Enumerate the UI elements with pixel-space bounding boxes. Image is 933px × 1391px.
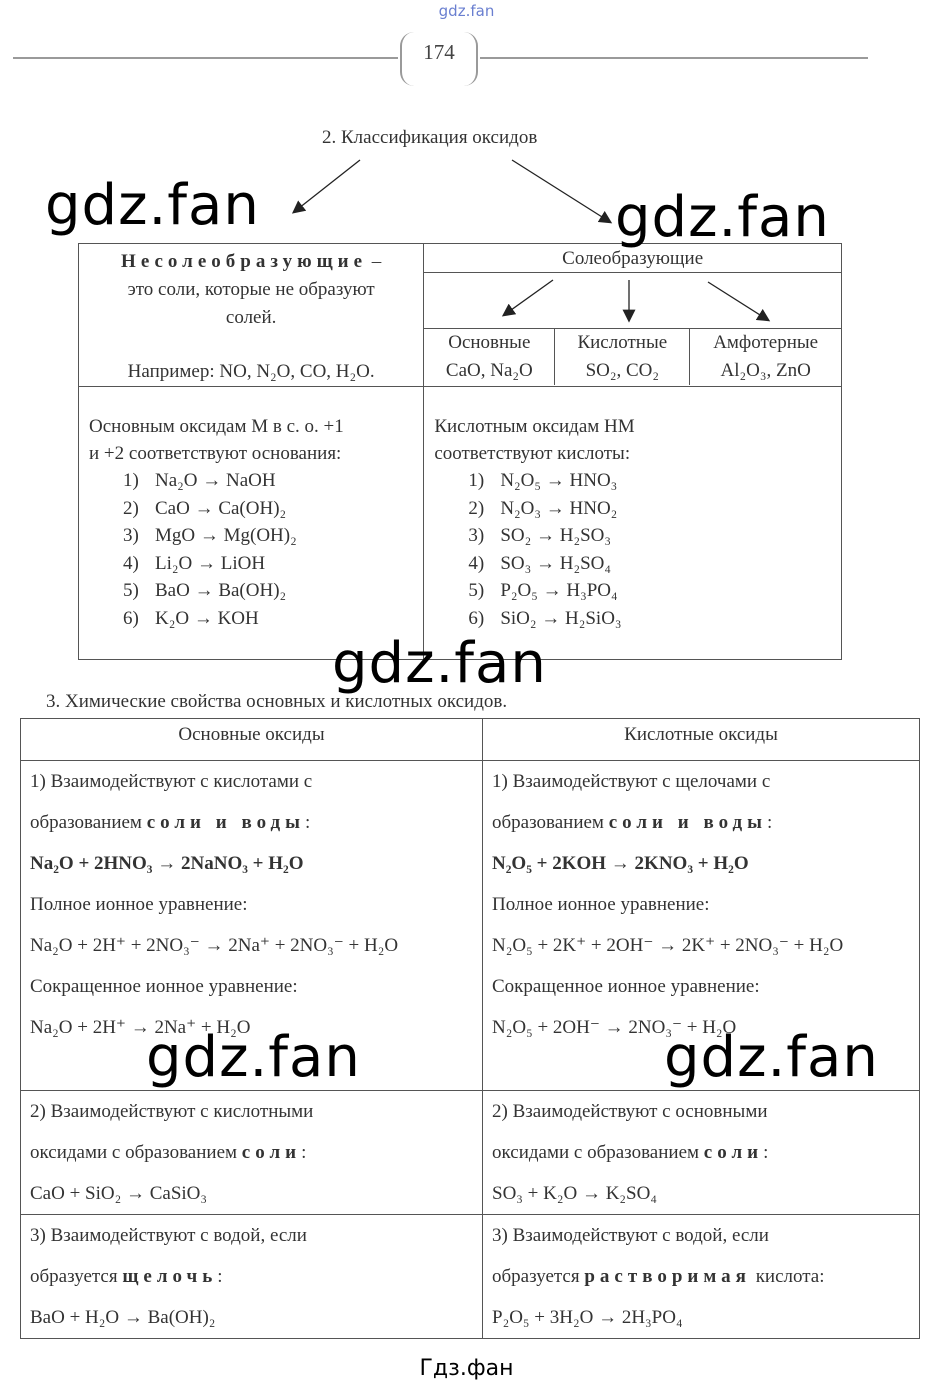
nonsalt-dash: – bbox=[367, 251, 382, 272]
salt-cell bbox=[424, 244, 842, 387]
r2-basic-line2: оксидами с образованием соли: bbox=[30, 1142, 307, 1163]
basic-intro2: и +2 соответствуют основания: bbox=[89, 443, 342, 464]
salt-title: Солеобразующие bbox=[424, 244, 841, 273]
arrow-to-salt bbox=[512, 160, 610, 222]
r3-acid-line1: 3) Взаимодействуют с водой, если bbox=[492, 1225, 769, 1246]
watermark: gdz.fan bbox=[664, 1025, 879, 1090]
r1-full-label-acid: Полное ионное уравнение: bbox=[492, 894, 710, 915]
list-item: 2) N₂O₃ → HNO₂ bbox=[468, 497, 618, 519]
list-item: 3) SO₂ → H₂SO₃ bbox=[468, 525, 611, 546]
r3-basic-line2: образуется щелочь: bbox=[30, 1266, 223, 1287]
list-item: 6) SiO₂ → H₂SiO₃ bbox=[468, 607, 622, 629]
basic-title: Основные bbox=[448, 332, 531, 353]
nonsalt-line2: солей. bbox=[225, 307, 277, 328]
list-item: 1) Na₂O → NaOH bbox=[123, 470, 276, 491]
nonsalt-example: Например: NO, N₂O, CO, H₂O. bbox=[127, 361, 375, 382]
r2-acidic-cell bbox=[483, 1091, 920, 1215]
r1-acid-equation: N₂O₅ + 2KOH → 2KNO₃ + H₂O bbox=[492, 853, 749, 874]
list-item: 4) Li₂O → LiOH bbox=[123, 552, 266, 574]
watermark: gdz.fan bbox=[146, 1025, 361, 1090]
basic-oxides-cell bbox=[79, 387, 424, 660]
r2-basic-equation: CaO + SiO₂ → CaSiO₃ bbox=[30, 1183, 208, 1204]
r2-basic-line1: 2) Взаимодействуют с кислотными bbox=[30, 1101, 314, 1122]
nonsalt-line1: это соли, которые не образуют bbox=[127, 279, 375, 300]
list-item: 6) K₂O → KOH bbox=[123, 607, 259, 629]
r2-acid-equation: SO₃ + K₂O → K₂SO₄ bbox=[492, 1183, 657, 1204]
r3-basic-cell bbox=[21, 1215, 483, 1339]
r3-basic-line1: 3) Взаимодействуют с водой, если bbox=[30, 1225, 307, 1246]
watermark: gdz.fan bbox=[615, 185, 830, 250]
watermark: gdz.fan bbox=[332, 631, 547, 696]
acidic-oxides-list bbox=[434, 467, 841, 632]
nonsalt-cell bbox=[79, 244, 424, 387]
r3-basic-equation: BaO + H₂O → Ba(OH)₂ bbox=[30, 1307, 216, 1328]
r1-acid-full-ionic: N₂O₅ + 2K⁺ + 2OH⁻ → 2K⁺ + 2NO₃⁻ + H₂O bbox=[492, 935, 844, 956]
r1-basic-equation: Na₂O + 2HNO₃ → 2NaNO₃ + H₂O bbox=[30, 853, 304, 874]
basic-examples: CaO, Na₂O bbox=[445, 360, 533, 381]
oxide-classification-table bbox=[78, 243, 842, 660]
amphoteric-examples: Al₂O₃, ZnO bbox=[720, 360, 811, 381]
r1-basic-full-ionic: Na₂O + 2H⁺ + 2NO₃⁻ → 2Na⁺ + 2NO₃⁻ + H₂O bbox=[30, 935, 399, 956]
basic-oxides-list bbox=[89, 467, 423, 632]
r1-basic-line2: образованием соли и воды: bbox=[30, 812, 311, 833]
basic-intro1: Основным оксидам М в с. о. +1 bbox=[89, 416, 344, 437]
page-number: 174 bbox=[423, 40, 455, 64]
list-item: 2) CaO → Ca(OH)₂ bbox=[123, 497, 287, 519]
r1-acid-line2: образованием соли и воды: bbox=[492, 812, 773, 833]
r1-full-label-basic: Полное ионное уравнение: bbox=[30, 894, 248, 915]
r1-basic-short-ionic: Na₂O + 2H⁺ → 2Na⁺ + H₂O bbox=[30, 1017, 251, 1038]
r1-short-label-acid: Сокращенное ионное уравнение: bbox=[492, 976, 760, 997]
acidic-title: Кислотные bbox=[577, 332, 668, 353]
r3-acid-equation: P₂O₅ + 3H₂O → 2H₃PO₄ bbox=[492, 1307, 683, 1328]
r1-acid-short-ionic: N₂O₅ + 2OH⁻ → 2NO₃⁻ + H₂O bbox=[492, 1017, 737, 1038]
r2-acid-line2: оксидами с образованием соли: bbox=[492, 1142, 769, 1163]
list-item: 4) SO₃ → H₂SO₄ bbox=[468, 552, 611, 574]
r3-acid-line2: образуется растворимая кислота: bbox=[492, 1266, 825, 1287]
list-item: 5) BaO → Ba(OH)₂ bbox=[123, 580, 287, 601]
r1-short-label-basic: Сокращенное ионное уравнение: bbox=[30, 976, 298, 997]
list-item: 5) P₂O₅ → H₃PO₄ bbox=[468, 580, 618, 601]
nonsalt-title: Несолеобразующие bbox=[121, 251, 368, 272]
section2-caption: 2. Классификация оксидов bbox=[322, 127, 538, 148]
acidic-examples: SO₂, CO₂ bbox=[585, 360, 660, 381]
section3-caption: 3. Химические свойства основных и кислотных оксидов. bbox=[46, 691, 508, 712]
header-acidic: Кислотные оксиды bbox=[483, 719, 920, 761]
r3-acidic-cell bbox=[483, 1215, 920, 1339]
footer-text: Гдз.фан bbox=[419, 1356, 514, 1381]
r2-basic-cell bbox=[21, 1091, 483, 1215]
r1-basic-line1: 1) Взаимодействуют с кислотами с bbox=[30, 771, 313, 792]
r1-acid-line1: 1) Взаимодействуют с щелочами с bbox=[492, 771, 771, 792]
list-item: 1) N₂O₅ → HNO₃ bbox=[468, 470, 618, 491]
site-watermark-top: gdz.fan bbox=[438, 2, 495, 20]
arrow-to-nonsalt bbox=[294, 160, 360, 212]
amphoteric-title: Амфотерные bbox=[713, 332, 819, 353]
watermark: gdz.fan bbox=[45, 173, 260, 238]
header-basic: Основные оксиды bbox=[21, 719, 483, 761]
acidic-intro2: соответствуют кислоты: bbox=[434, 443, 631, 464]
r2-acid-line1: 2) Взаимодействуют с основными bbox=[492, 1101, 768, 1122]
acidic-intro1: Кислотным оксидам НМ bbox=[434, 416, 635, 437]
acidic-oxides-cell bbox=[424, 387, 842, 660]
list-item: 3) MgO → Mg(OH)₂ bbox=[123, 525, 297, 546]
